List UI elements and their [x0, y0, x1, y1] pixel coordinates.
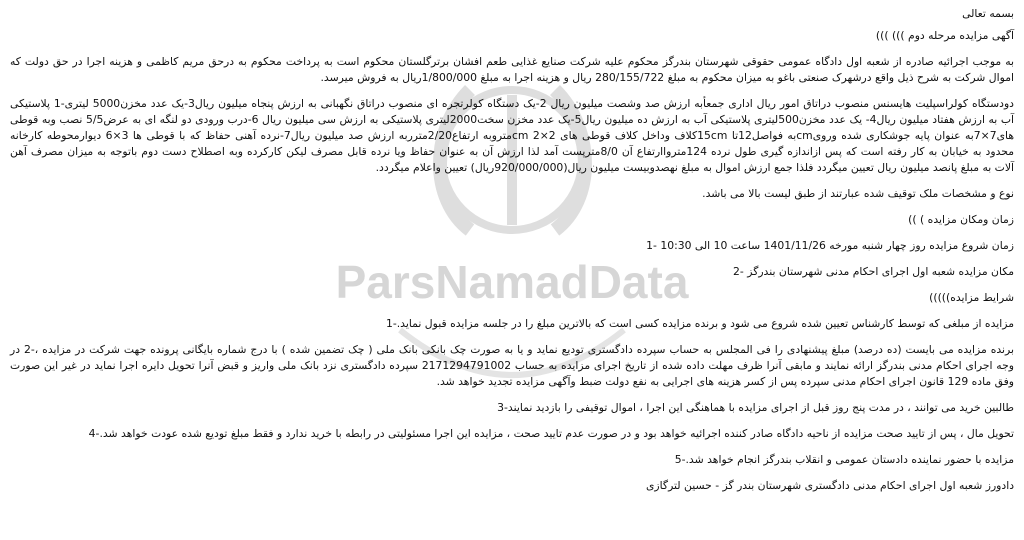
condition-2: برنده مزایده می بایست (ده درصد) مبلغ پیشنهادی را فی المجلس به حساب سپرده دادگستری تودیع نماید و یا به صورت چک بانکی بانک ملی ( چک تضمین شده ) با درج شماره بایگانی پرونده جهت شرکت در مزایده ،-2 در وجه اجرای احکام مدنی بندرگز ارائه نمایند و مابقی آنرا ظرف مهلت داده شده از تاریخ اجرای مزایده به حساب 2171294791002 سپرده دادگستری نزد بانک ملی واریز و قبض آنرا تحویل دایره اجرا نماید در غیر این صورت وفق ماده 129 قانون اجرای احکام مدنی سپرده پس از کسر هزینه های اجرایی به نفع دولت ضبط وآگهی مزایده تجدید خواهد شد.: [10, 343, 1014, 388]
conditions-heading: شرایط مزایده))))): [929, 291, 1014, 304]
condition-1: مزایده از مبلغی که توسط کارشناس تعیین شده شروع می شود و برنده مزایده کسی است که بالاترین مبلغ را در جلسه مزایده قبول نماید.-1: [385, 317, 1014, 330]
signature: دادورز شعبه اول اجرای احکام مدنی دادگستری شهرستان بندر گز - حسین لترگازی: [645, 479, 1014, 492]
bismillah: بسمه تعالی: [962, 7, 1014, 20]
intro-paragraph: به موجب اجرائیه صادره از شعبه اول دادگاه عمومی حقوقی شهرستان بندرگز محکوم علیه شرکت صنایع غذایی طعم افشان برترگلستان محکوم است به پرداخت محکوم به درحق مریم کاظمی و هزینه اجرا در حق دولت که اموال شرکت به شرح ذیل واقع درشهرک صنعتی باغو به میزان محکوم به مبلغ 280/155/722 ریال و هزینه اجرا به مبلغ 1/800/000ریال به فروش میرسد.: [10, 55, 1014, 84]
condition-5: مزایده با حضور نماینده دادستان عمومی و انقلاب بندرگز انجام خواهد شد.-5: [674, 453, 1014, 466]
items-paragraph: دودستگاه کولراسپلیت هایسنس منصوب دراتاق امور ریال اداری جمعأبه ارزش صد وشصت میلیون ریال 2-یک دستگاه کولرتجره ای منصوب دراتاق نگهبانی به ارزش پنجاه میلیون ریال3-یک عدد مخزن5000 لیتری-1 پلاستیکی آب به ارزش هفتاد میلیون ریال4- یک عدد مخزن500لیتری پلاستیکی آب به ارزش ده میلیون ریال5-یک عدد مخزن سخت2000لیتری پلاستیکی به ارزش سی میلیون ریال 6-درب ورودی دو لنگه ای به عرض5/5 نصب وبه قوطی های7×7به عنوان پایه جوشکاری شده ورویcmبه فواصل12تا 15cmکلاف وداخل کلاف قوطی های 2×2 cmمتروبه ارتفاع2/20مترربه ارزش صد میلیون ریال7-نرده آهنی حفاظ که با قوطی ها 3×6 دیوارمحوطه کارخانه محدود به خیابان به کار رفته است که پس ازاندازه گیری طول نرده 124مترواارتفاع آن 8/0مترپست آمد لذا ارزش آن به عنوان حفاظ ویا نرده قابل مصرف لیکن کارکرده وبه اصطلاح دست دوم باتوجه به میزان مصرف آهن آلات به مبلغ پانصد میلیون ریال تعیین میگردد فلذا جمع ارزش اموال به مبلغ نهصدوبیست میلیون ریال(920/000/000ریال) تعیین واعلام میگردد.: [10, 97, 1015, 174]
condition-4: تحویل مال ، پس از تایید صحت مزایده از ناحیه دادگاه صادر کننده اجرائیه خواهد بود و در صورت عدم تایید صحت ، مزایده این اجرا مسئولیتی در رابطه با خرید ندارد و فقط مبلغ تودیع شده عودت خواهد شد.-4: [88, 427, 1014, 440]
auction-location: مکان مزایده شعبه اول اجرای احکام مدنی شهرستان بندرگز -2: [733, 265, 1014, 278]
condition-3: طالبین خرید می توانند ، در مدت پنج روز قبل از اجرای مزایده با هماهنگی این اجرا ، اموال توقیفی را بازدید نمایند-3: [497, 401, 1014, 414]
notice-title: آگهی مزایده مرحله دوم ))) ))): [875, 29, 1014, 42]
watermark-text: ParsNamadData: [335, 256, 689, 308]
time-place-heading: زمان ومکان مزایده ) )): [908, 213, 1014, 226]
start-time: زمان شروع مزایده روز چهار شنبه مورخه 1401/11/26 ساعت 10 الی 10:30 -1: [646, 239, 1014, 252]
property-spec: نوع و مشخصات ملک توقیف شده عبارتند از طبق لیست بالا می باشد.: [702, 187, 1014, 200]
